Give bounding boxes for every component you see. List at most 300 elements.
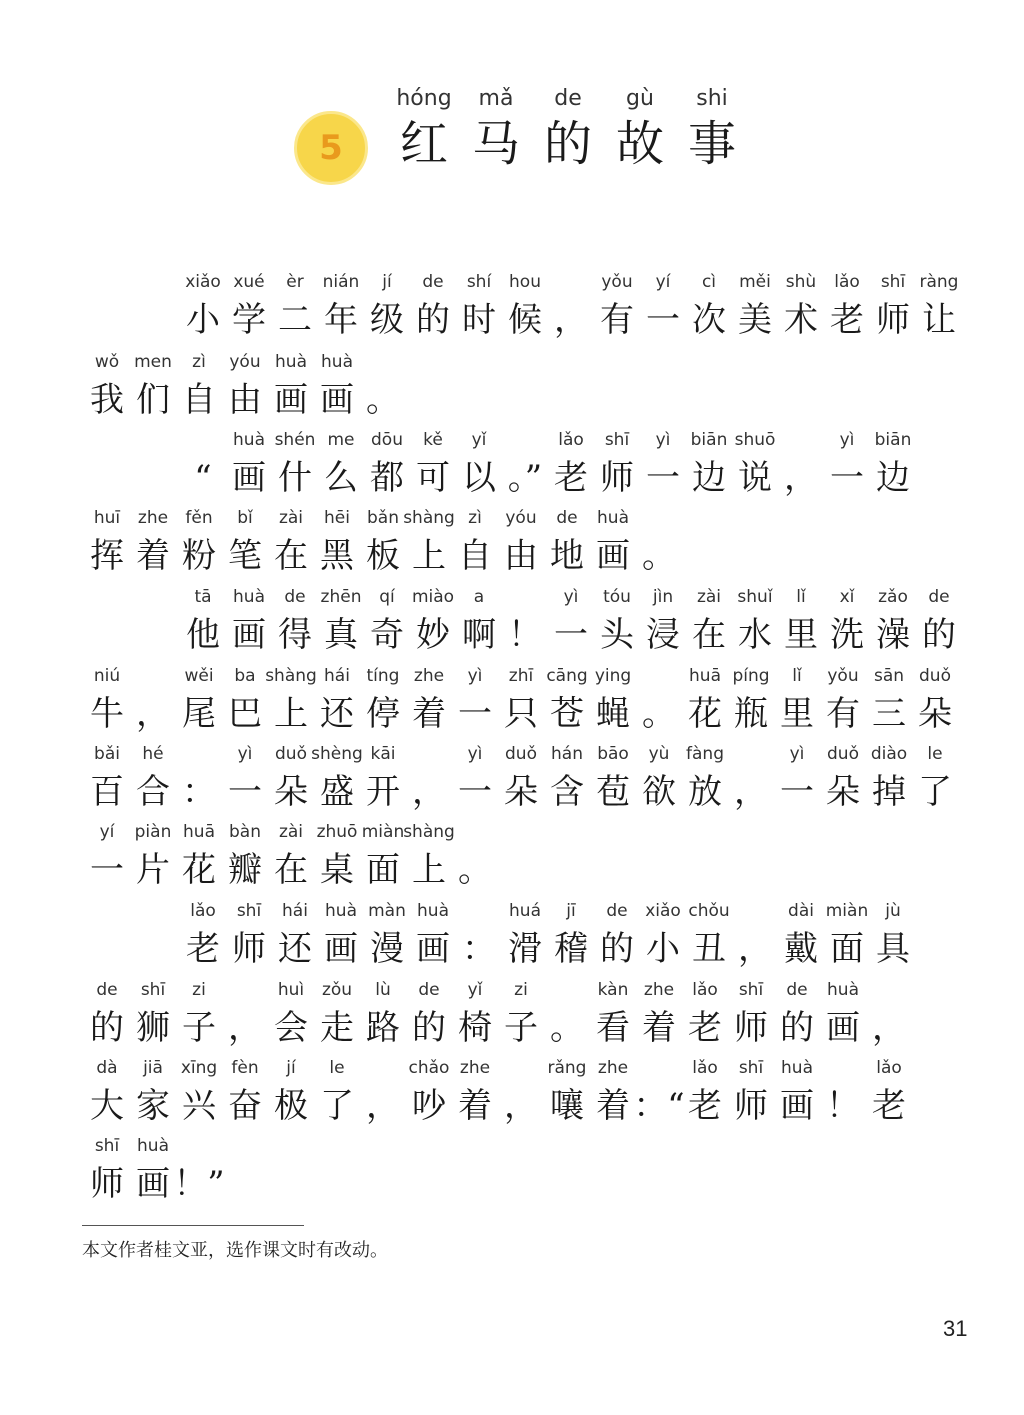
hanzi: 边 <box>692 458 726 498</box>
hanzi: 说 <box>738 458 772 498</box>
pinyin: huà <box>597 508 629 528</box>
hanzi: 着 <box>642 1008 676 1048</box>
pinyin: lǎo <box>558 430 584 450</box>
hanzi: ！” <box>173 1164 225 1204</box>
hanzi: 朵 <box>826 772 860 812</box>
pinyin: wěi <box>184 666 214 686</box>
ruby-char <box>686 428 732 504</box>
hanzi: 师 <box>876 300 910 340</box>
hanzi: 浸 <box>646 615 680 655</box>
title-hanzi: 红 <box>399 116 448 172</box>
punctuation <box>406 742 452 818</box>
pinyin: zǎo <box>878 587 908 607</box>
hanzi: 画 <box>232 615 266 655</box>
pinyin: zhe <box>137 508 169 528</box>
pinyin: duǒ <box>505 744 537 764</box>
ruby-char <box>130 978 176 1054</box>
ruby-char <box>682 664 728 740</box>
hanzi: 自 <box>458 536 492 576</box>
title-char <box>532 84 604 174</box>
pinyin: zǒu <box>321 980 353 1000</box>
hanzi: 还 <box>320 694 354 734</box>
pinyin: sān <box>873 666 905 686</box>
hanzi: 师 <box>734 1008 768 1048</box>
hanzi: 开 <box>366 772 400 812</box>
hanzi: 的 <box>600 929 634 969</box>
hanzi: 奇 <box>370 615 404 655</box>
pinyin: ying <box>594 666 632 686</box>
ruby-char <box>226 270 272 346</box>
hanzi: 让 <box>922 300 956 340</box>
pinyin: yǒu <box>827 666 859 686</box>
pinyin: a <box>473 587 485 607</box>
hanzi: 小 <box>186 300 220 340</box>
hanzi: 片 <box>136 850 170 890</box>
punctuation <box>544 978 590 1054</box>
pinyin: wǒ <box>94 352 120 372</box>
ruby-char <box>130 1056 176 1132</box>
ruby-char <box>870 270 916 346</box>
ruby-char <box>594 585 640 661</box>
text-line <box>180 270 962 346</box>
hanzi: 会 <box>274 1008 308 1048</box>
hanzi: 啊 <box>462 615 496 655</box>
ruby-char <box>590 742 636 818</box>
hanzi: 兴 <box>182 1086 216 1126</box>
pinyin: le <box>329 1058 345 1078</box>
punctuation <box>548 270 594 346</box>
pinyin: de <box>556 508 578 528</box>
pinyin: duǒ <box>275 744 307 764</box>
hanzi: 巴 <box>228 694 262 734</box>
ruby-char <box>590 506 636 582</box>
ruby-char <box>268 820 314 896</box>
text-line <box>84 664 958 740</box>
ruby-char <box>318 585 364 661</box>
ruby-char <box>222 742 268 818</box>
ruby-char <box>406 664 452 740</box>
pinyin: zhe <box>413 666 445 686</box>
punctuation <box>502 428 548 504</box>
hanzi: 一 <box>90 850 124 890</box>
punctuation <box>222 978 268 1054</box>
ruby-char <box>590 664 636 740</box>
ruby-char <box>498 742 544 818</box>
pinyin: bàn <box>229 822 261 842</box>
ruby-char <box>728 1056 774 1132</box>
hanzi: 放 <box>688 772 722 812</box>
punctuation <box>360 1056 406 1132</box>
pinyin: miàn <box>825 901 869 921</box>
pinyin: de <box>422 272 444 292</box>
hanzi: 里 <box>784 615 818 655</box>
punctuation <box>636 664 682 740</box>
pinyin: yì <box>237 744 253 764</box>
pinyin: biān <box>874 430 912 450</box>
hanzi: 级 <box>370 300 404 340</box>
hanzi: 了 <box>320 1086 354 1126</box>
pinyin: rǎng <box>547 1058 587 1078</box>
hanzi: 得 <box>278 615 312 655</box>
hanzi: 的 <box>780 1008 814 1048</box>
hanzi: 具 <box>876 929 910 969</box>
title-hanzi: 马 <box>471 116 520 172</box>
pinyin: shī <box>738 1058 764 1078</box>
hanzi: 一 <box>458 772 492 812</box>
hanzi: ！ <box>826 1086 860 1126</box>
hanzi: 停 <box>366 694 400 734</box>
pinyin: fèn <box>231 1058 259 1078</box>
punctuation <box>866 978 912 1054</box>
ruby-char <box>912 742 958 818</box>
pinyin: huī <box>93 508 121 528</box>
ruby-char <box>916 270 962 346</box>
hanzi: 着 <box>458 1086 492 1126</box>
ruby-char <box>314 506 360 582</box>
hanzi: 家 <box>136 1086 170 1126</box>
ruby-char <box>728 664 774 740</box>
text-line <box>180 899 916 975</box>
ruby-char <box>916 585 962 661</box>
pinyin: shèng <box>311 744 363 764</box>
ruby-char <box>84 742 130 818</box>
hanzi: 还 <box>278 929 312 969</box>
pinyin: zhe <box>643 980 675 1000</box>
ruby-char <box>452 978 498 1054</box>
ruby-char <box>456 585 502 661</box>
ruby-char <box>222 350 268 426</box>
text-line <box>84 1056 912 1132</box>
ruby-char <box>226 585 272 661</box>
ruby-char <box>824 270 870 346</box>
hanzi: 我 <box>90 380 124 420</box>
pinyin: zhuō <box>316 822 358 842</box>
ruby-char <box>682 978 728 1054</box>
ruby-char <box>686 899 732 975</box>
hanzi: 画 <box>320 380 354 420</box>
pinyin: huà <box>325 901 357 921</box>
ruby-char <box>732 428 778 504</box>
ruby-char <box>410 899 456 975</box>
ruby-char <box>544 664 590 740</box>
ruby-char <box>820 978 866 1054</box>
ruby-char <box>686 270 732 346</box>
ruby-char <box>130 350 176 426</box>
title-char <box>460 84 532 174</box>
hanzi: 妙 <box>416 615 450 655</box>
pinyin: de <box>96 980 118 1000</box>
hanzi: 老 <box>688 1086 722 1126</box>
pinyin: dōu <box>371 430 403 450</box>
ruby-char <box>272 270 318 346</box>
hanzi: 美 <box>738 300 772 340</box>
pinyin: xiǎo <box>645 901 681 921</box>
ruby-char <box>364 270 410 346</box>
pinyin: yǐ <box>467 980 483 1000</box>
text-line <box>84 350 406 426</box>
pinyin: me <box>327 430 355 450</box>
punctuation <box>633 1056 685 1132</box>
hanzi: 有 <box>826 694 860 734</box>
ruby-char <box>640 428 686 504</box>
hanzi: 朵 <box>504 772 538 812</box>
hanzi: 在 <box>274 536 308 576</box>
hanzi: ， <box>366 1086 400 1126</box>
pinyin: zhī <box>508 666 534 686</box>
pinyin: xué <box>233 272 265 292</box>
hanzi: 水 <box>738 615 772 655</box>
punctuation <box>778 428 824 504</box>
pinyin: yóu <box>505 508 537 528</box>
hanzi: 头 <box>600 615 634 655</box>
pinyin: shuō <box>734 430 776 450</box>
hanzi: 的 <box>922 615 956 655</box>
hanzi: 画 <box>274 380 308 420</box>
pinyin: hou <box>509 272 541 292</box>
ruby-char <box>84 350 130 426</box>
pinyin: ba <box>234 666 256 686</box>
ruby-char <box>870 428 916 504</box>
hanzi: 走 <box>320 1008 354 1048</box>
pinyin: bǎn <box>367 508 399 528</box>
pinyin: miàn <box>361 822 405 842</box>
hanzi: 吵 <box>412 1086 446 1126</box>
ruby-char <box>314 1056 360 1132</box>
pinyin: xiǎo <box>185 272 221 292</box>
pinyin: bāo <box>597 744 629 764</box>
hanzi: 子 <box>504 1008 538 1048</box>
pinyin: ràng <box>919 272 959 292</box>
hanzi: 次 <box>692 300 726 340</box>
hanzi: 粉 <box>182 536 216 576</box>
punctuation <box>636 506 682 582</box>
ruby-char <box>820 742 866 818</box>
hanzi: 画 <box>596 536 630 576</box>
punctuation <box>130 664 176 740</box>
ruby-char <box>268 350 314 426</box>
pinyin: hēi <box>324 508 350 528</box>
text-line <box>84 742 958 818</box>
hanzi: 在 <box>692 615 726 655</box>
hanzi: 丑 <box>692 929 726 969</box>
ruby-char <box>774 742 820 818</box>
ruby-char <box>452 1056 498 1132</box>
hanzi: 着 <box>136 536 170 576</box>
pinyin: zài <box>696 587 722 607</box>
pinyin: yì <box>655 430 671 450</box>
ruby-char <box>728 978 774 1054</box>
hanzi: 有 <box>600 300 634 340</box>
pinyin: fàng <box>686 744 724 764</box>
hanzi: 子 <box>182 1008 216 1048</box>
pinyin: bǐ <box>237 508 253 528</box>
hanzi: 地 <box>550 536 584 576</box>
ruby-char <box>314 664 360 740</box>
hanzi: 含 <box>550 772 584 812</box>
pinyin: lǎo <box>834 272 860 292</box>
hanzi: 画 <box>826 1008 860 1048</box>
hanzi: ， <box>554 300 588 340</box>
hanzi: 奋 <box>228 1086 262 1126</box>
ruby-char <box>268 742 314 818</box>
ruby-char <box>502 899 548 975</box>
pinyin: jiā <box>143 1058 163 1078</box>
ruby-char <box>364 585 410 661</box>
text-line <box>84 978 912 1054</box>
pinyin: shàng <box>403 508 455 528</box>
punctuation <box>180 428 226 504</box>
ruby-char <box>912 664 958 740</box>
ruby-char <box>176 1056 222 1132</box>
hanzi: ， <box>504 1086 538 1126</box>
pinyin: hái <box>282 901 308 921</box>
pinyin: shī <box>140 980 166 1000</box>
ruby-char <box>544 1056 590 1132</box>
ruby-char <box>176 506 222 582</box>
hanzi: 么 <box>324 458 358 498</box>
pinyin: jìn <box>652 587 674 607</box>
ruby-char <box>640 585 686 661</box>
ruby-char <box>778 899 824 975</box>
pinyin: zhe <box>459 1058 491 1078</box>
pinyin: zì <box>468 508 482 528</box>
ruby-char <box>732 270 778 346</box>
ruby-char <box>268 978 314 1054</box>
hanzi: 年 <box>324 300 358 340</box>
pinyin: lǎo <box>876 1058 902 1078</box>
text-line <box>180 428 916 504</box>
hanzi: 师 <box>90 1164 124 1204</box>
pinyin: dài <box>788 901 814 921</box>
ruby-char <box>406 1056 452 1132</box>
hanzi: 笔 <box>228 536 262 576</box>
pinyin: huà <box>827 980 859 1000</box>
hanzi: 狮 <box>136 1008 170 1048</box>
text-line <box>84 1134 225 1210</box>
pinyin: hái <box>324 666 350 686</box>
hanzi: 瓣 <box>228 850 262 890</box>
pinyin: huà <box>233 430 265 450</box>
hanzi: 三 <box>872 694 906 734</box>
hanzi: 们 <box>136 380 170 420</box>
pinyin: shī <box>94 1136 120 1156</box>
hanzi: 极 <box>274 1086 308 1126</box>
ruby-char <box>314 820 360 896</box>
ruby-char <box>410 585 456 661</box>
pinyin: xīng <box>180 1058 218 1078</box>
ruby-char <box>265 664 317 740</box>
hanzi: 什 <box>278 458 312 498</box>
ruby-char <box>84 1056 130 1132</box>
title-pinyin: shi <box>696 86 728 111</box>
pinyin: jù <box>885 901 901 921</box>
hanzi: 一 <box>554 615 588 655</box>
title-pinyin: hóng <box>396 86 452 111</box>
hanzi: 老 <box>554 458 588 498</box>
hanzi: 苍 <box>550 694 584 734</box>
hanzi: 欲 <box>642 772 676 812</box>
hanzi: ， <box>738 929 772 969</box>
hanzi: 稽 <box>554 929 588 969</box>
ruby-char <box>686 585 732 661</box>
ruby-char <box>774 978 820 1054</box>
hanzi: 合 <box>136 772 170 812</box>
pinyin: xǐ <box>839 587 855 607</box>
ruby-char <box>180 270 226 346</box>
pinyin: tā <box>194 587 212 607</box>
ruby-char <box>870 899 916 975</box>
ruby-char <box>180 585 226 661</box>
ruby-char <box>866 742 912 818</box>
hanzi: 一 <box>458 694 492 734</box>
hanzi: 花 <box>182 850 216 890</box>
pinyin: duǒ <box>919 666 951 686</box>
ruby-char <box>318 270 364 346</box>
ruby-char <box>410 270 456 346</box>
hanzi: 由 <box>228 380 262 420</box>
ruby-char <box>360 506 406 582</box>
pinyin: yì <box>789 744 805 764</box>
pinyin: shī <box>604 430 630 450</box>
ruby-char <box>406 978 452 1054</box>
pinyin: biān <box>690 430 728 450</box>
hanzi: ， <box>734 772 768 812</box>
ruby-char <box>130 742 176 818</box>
ruby-char <box>272 585 318 661</box>
text-line <box>180 585 962 661</box>
hanzi: 面 <box>366 850 400 890</box>
hanzi: 只 <box>504 694 538 734</box>
hanzi: 一 <box>646 458 680 498</box>
pinyin: huà <box>233 587 265 607</box>
ruby-char <box>364 899 410 975</box>
hanzi: 都 <box>370 458 404 498</box>
pinyin: fěn <box>185 508 213 528</box>
punctuation <box>456 899 502 975</box>
ruby-char <box>456 270 502 346</box>
hanzi: 百 <box>90 772 124 812</box>
pinyin: jí <box>382 272 392 292</box>
hanzi: 学 <box>232 300 266 340</box>
ruby-char <box>824 585 870 661</box>
pinyin: shī <box>236 901 262 921</box>
ruby-char <box>636 742 682 818</box>
pinyin: huá <box>509 901 541 921</box>
pinyin: zài <box>278 822 304 842</box>
hanzi: 路 <box>366 1008 400 1048</box>
ruby-char <box>640 270 686 346</box>
pinyin: zì <box>192 352 206 372</box>
ruby-char <box>268 1056 314 1132</box>
pinyin: miào <box>411 587 455 607</box>
text-line <box>84 506 682 582</box>
punctuation <box>360 350 406 426</box>
ruby-char <box>590 1056 636 1132</box>
pinyin: le <box>927 744 943 764</box>
ruby-char <box>452 664 498 740</box>
pinyin: lǎo <box>692 980 718 1000</box>
ruby-char <box>410 428 456 504</box>
ruby-char <box>84 820 130 896</box>
title-pinyin: gù <box>626 86 654 111</box>
ruby-char <box>360 664 406 740</box>
hanzi: 嚷 <box>550 1086 584 1126</box>
page-number: 31 <box>943 1316 968 1341</box>
hanzi: 着 <box>596 1086 630 1126</box>
ruby-char <box>452 506 498 582</box>
pinyin: huà <box>417 901 449 921</box>
hanzi: 画 <box>136 1164 170 1204</box>
